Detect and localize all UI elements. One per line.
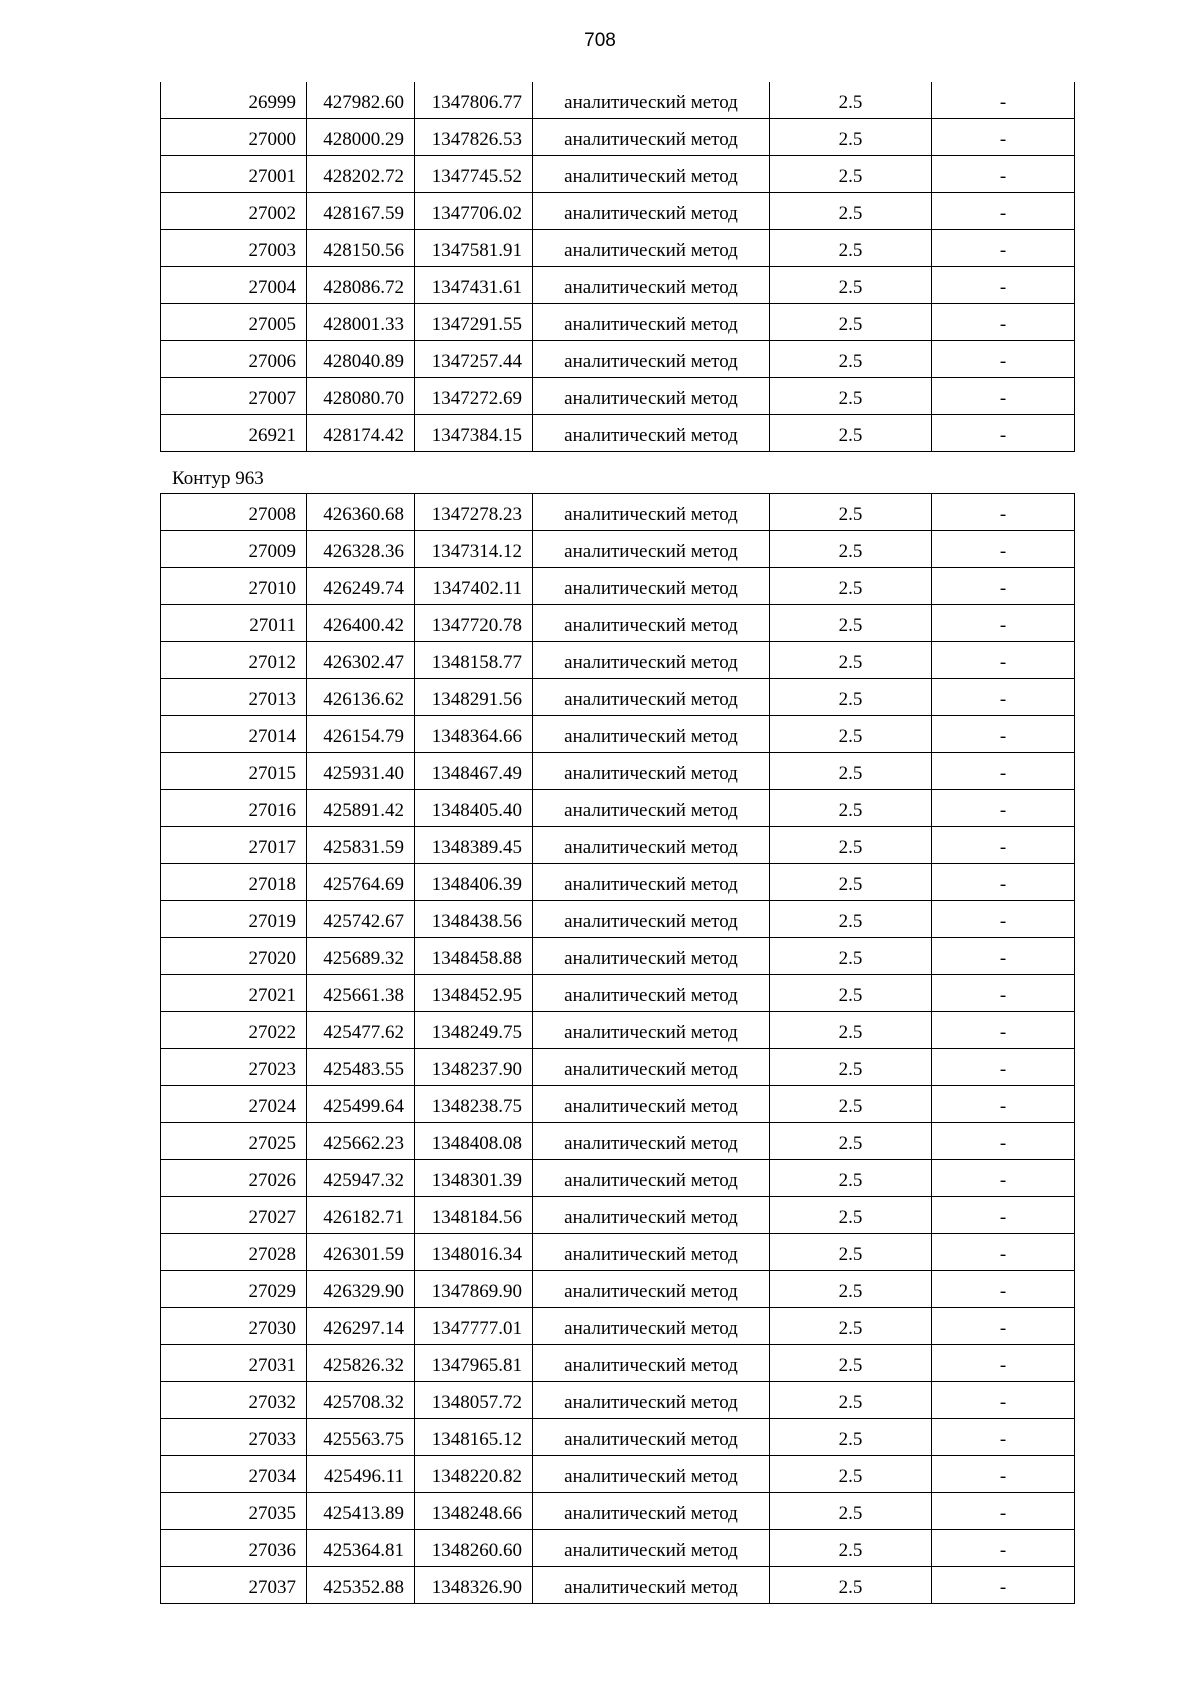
- contour-label: Контур 963: [172, 468, 264, 489]
- description-cell: -: [932, 531, 1075, 568]
- method-cell: аналитический метод: [533, 1456, 770, 1493]
- accuracy-cell: 2.5: [770, 341, 932, 378]
- point-number-cell: 26921: [161, 415, 307, 452]
- x-coordinate-cell: 425499.64: [307, 1086, 415, 1123]
- point-number-cell: 27006: [161, 341, 307, 378]
- x-coordinate-cell: 426154.79: [307, 716, 415, 753]
- accuracy-cell: 2.5: [770, 1049, 932, 1086]
- description-cell: -: [932, 938, 1075, 975]
- point-number-cell: 27027: [161, 1197, 307, 1234]
- accuracy-cell: 2.5: [770, 494, 932, 531]
- table-row: [161, 1197, 1075, 1234]
- accuracy-cell: 2.5: [770, 119, 932, 156]
- accuracy-cell: 2.5: [770, 1123, 932, 1160]
- table-row: [161, 193, 1075, 230]
- method-cell: аналитический метод: [533, 119, 770, 156]
- x-coordinate-cell: 425931.40: [307, 753, 415, 790]
- table-row: [161, 119, 1075, 156]
- x-coordinate-cell: 426297.14: [307, 1308, 415, 1345]
- point-number-cell: 27026: [161, 1160, 307, 1197]
- method-cell: аналитический метод: [533, 156, 770, 193]
- y-coordinate-cell: 1347869.90: [415, 1271, 533, 1308]
- accuracy-cell: 2.5: [770, 1271, 932, 1308]
- point-number-cell: 27024: [161, 1086, 307, 1123]
- description-cell: -: [932, 1419, 1075, 1456]
- method-cell: аналитический метод: [533, 267, 770, 304]
- point-number-cell: 27004: [161, 267, 307, 304]
- point-number-cell: 27028: [161, 1234, 307, 1271]
- x-coordinate-cell: 428174.42: [307, 415, 415, 452]
- x-coordinate-cell: 428167.59: [307, 193, 415, 230]
- accuracy-cell: 2.5: [770, 82, 932, 119]
- x-coordinate-cell: 425563.75: [307, 1419, 415, 1456]
- y-coordinate-cell: 1347777.01: [415, 1308, 533, 1345]
- y-coordinate-cell: 1348405.40: [415, 790, 533, 827]
- accuracy-cell: 2.5: [770, 1012, 932, 1049]
- table-row: [161, 716, 1075, 753]
- description-cell: -: [932, 1271, 1075, 1308]
- accuracy-cell: 2.5: [770, 753, 932, 790]
- point-number-cell: 27017: [161, 827, 307, 864]
- description-cell: -: [932, 1197, 1075, 1234]
- method-cell: аналитический метод: [533, 605, 770, 642]
- table-row: [161, 230, 1075, 267]
- table-row: [161, 415, 1075, 452]
- coordinates-table-top: [160, 82, 1075, 452]
- accuracy-cell: 2.5: [770, 193, 932, 230]
- x-coordinate-cell: 425483.55: [307, 1049, 415, 1086]
- point-number-cell: 27012: [161, 642, 307, 679]
- point-number-cell: 27000: [161, 119, 307, 156]
- description-cell: -: [932, 1086, 1075, 1123]
- y-coordinate-cell: 1348057.72: [415, 1382, 533, 1419]
- table-row: [161, 753, 1075, 790]
- accuracy-cell: 2.5: [770, 1419, 932, 1456]
- x-coordinate-cell: 426301.59: [307, 1234, 415, 1271]
- table-row: [161, 1160, 1075, 1197]
- description-cell: -: [932, 341, 1075, 378]
- table-row: [161, 827, 1075, 864]
- description-cell: -: [932, 901, 1075, 938]
- point-number-cell: 27010: [161, 568, 307, 605]
- accuracy-cell: 2.5: [770, 642, 932, 679]
- method-cell: аналитический метод: [533, 531, 770, 568]
- method-cell: аналитический метод: [533, 494, 770, 531]
- x-coordinate-cell: 426328.36: [307, 531, 415, 568]
- accuracy-cell: 2.5: [770, 1493, 932, 1530]
- y-coordinate-cell: 1347278.23: [415, 494, 533, 531]
- method-cell: аналитический метод: [533, 1160, 770, 1197]
- y-coordinate-cell: 1347384.15: [415, 415, 533, 452]
- point-number-cell: 27033: [161, 1419, 307, 1456]
- accuracy-cell: 2.5: [770, 531, 932, 568]
- method-cell: аналитический метод: [533, 1308, 770, 1345]
- accuracy-cell: 2.5: [770, 716, 932, 753]
- description-cell: -: [932, 494, 1075, 531]
- method-cell: аналитический метод: [533, 975, 770, 1012]
- accuracy-cell: 2.5: [770, 679, 932, 716]
- x-coordinate-cell: 426329.90: [307, 1271, 415, 1308]
- point-number-cell: 27014: [161, 716, 307, 753]
- y-coordinate-cell: 1347806.77: [415, 82, 533, 119]
- point-number-cell: 26999: [161, 82, 307, 119]
- point-number-cell: 27023: [161, 1049, 307, 1086]
- x-coordinate-cell: 425496.11: [307, 1456, 415, 1493]
- table-row: [161, 531, 1075, 568]
- description-cell: -: [932, 1160, 1075, 1197]
- x-coordinate-cell: 425947.32: [307, 1160, 415, 1197]
- method-cell: аналитический метод: [533, 827, 770, 864]
- point-number-cell: 27008: [161, 494, 307, 531]
- x-coordinate-cell: 426249.74: [307, 568, 415, 605]
- table-row: [161, 378, 1075, 415]
- method-cell: аналитический метод: [533, 1419, 770, 1456]
- method-cell: аналитический метод: [533, 901, 770, 938]
- y-coordinate-cell: 1347965.81: [415, 1345, 533, 1382]
- y-coordinate-cell: 1348389.45: [415, 827, 533, 864]
- y-coordinate-cell: 1348408.08: [415, 1123, 533, 1160]
- x-coordinate-cell: 425708.32: [307, 1382, 415, 1419]
- y-coordinate-cell: 1348158.77: [415, 642, 533, 679]
- page-number: 708: [584, 30, 616, 51]
- method-cell: аналитический метод: [533, 341, 770, 378]
- method-cell: аналитический метод: [533, 1012, 770, 1049]
- table-row: [161, 494, 1075, 531]
- point-number-cell: 27034: [161, 1456, 307, 1493]
- x-coordinate-cell: 428150.56: [307, 230, 415, 267]
- point-number-cell: 27021: [161, 975, 307, 1012]
- y-coordinate-cell: 1347291.55: [415, 304, 533, 341]
- description-cell: -: [932, 1308, 1075, 1345]
- table-row: [161, 1123, 1075, 1160]
- table-row: [161, 1382, 1075, 1419]
- description-cell: -: [932, 1493, 1075, 1530]
- y-coordinate-cell: 1348291.56: [415, 679, 533, 716]
- table-row: [161, 1271, 1075, 1308]
- table-row: [161, 1530, 1075, 1567]
- description-cell: -: [932, 1567, 1075, 1604]
- table-row: [161, 864, 1075, 901]
- table-row: [161, 1308, 1075, 1345]
- description-cell: -: [932, 1382, 1075, 1419]
- description-cell: -: [932, 864, 1075, 901]
- table-row: [161, 901, 1075, 938]
- x-coordinate-cell: 426136.62: [307, 679, 415, 716]
- table-row: [161, 1012, 1075, 1049]
- y-coordinate-cell: 1348467.49: [415, 753, 533, 790]
- description-cell: -: [932, 230, 1075, 267]
- x-coordinate-cell: 426182.71: [307, 1197, 415, 1234]
- y-coordinate-cell: 1347314.12: [415, 531, 533, 568]
- table-row: [161, 1345, 1075, 1382]
- table-row: [161, 1419, 1075, 1456]
- description-cell: -: [932, 716, 1075, 753]
- description-cell: -: [932, 1012, 1075, 1049]
- accuracy-cell: 2.5: [770, 901, 932, 938]
- x-coordinate-cell: 425742.67: [307, 901, 415, 938]
- method-cell: аналитический метод: [533, 1234, 770, 1271]
- description-cell: -: [932, 1456, 1075, 1493]
- table-row: [161, 1493, 1075, 1530]
- accuracy-cell: 2.5: [770, 1456, 932, 1493]
- method-cell: аналитический метод: [533, 1086, 770, 1123]
- point-number-cell: 27003: [161, 230, 307, 267]
- description-cell: -: [932, 82, 1075, 119]
- y-coordinate-cell: 1348260.60: [415, 1530, 533, 1567]
- table-row: [161, 304, 1075, 341]
- x-coordinate-cell: 425689.32: [307, 938, 415, 975]
- point-number-cell: 27001: [161, 156, 307, 193]
- table-row: [161, 790, 1075, 827]
- table-row: [161, 156, 1075, 193]
- method-cell: аналитический метод: [533, 1197, 770, 1234]
- description-cell: -: [932, 1049, 1075, 1086]
- point-number-cell: 27036: [161, 1530, 307, 1567]
- description-cell: -: [932, 790, 1075, 827]
- y-coordinate-cell: 1347720.78: [415, 605, 533, 642]
- point-number-cell: 27031: [161, 1345, 307, 1382]
- x-coordinate-cell: 425364.81: [307, 1530, 415, 1567]
- table-row: [161, 1234, 1075, 1271]
- point-number-cell: 27020: [161, 938, 307, 975]
- method-cell: аналитический метод: [533, 1567, 770, 1604]
- method-cell: аналитический метод: [533, 1271, 770, 1308]
- accuracy-cell: 2.5: [770, 1382, 932, 1419]
- description-cell: -: [932, 679, 1075, 716]
- description-cell: -: [932, 1530, 1075, 1567]
- point-number-cell: 27022: [161, 1012, 307, 1049]
- method-cell: аналитический метод: [533, 1345, 770, 1382]
- accuracy-cell: 2.5: [770, 415, 932, 452]
- coordinates-table-contour: [160, 493, 1075, 1604]
- x-coordinate-cell: 425662.23: [307, 1123, 415, 1160]
- x-coordinate-cell: 425352.88: [307, 1567, 415, 1604]
- x-coordinate-cell: 425764.69: [307, 864, 415, 901]
- point-number-cell: 27016: [161, 790, 307, 827]
- accuracy-cell: 2.5: [770, 938, 932, 975]
- table-row: [161, 1456, 1075, 1493]
- y-coordinate-cell: 1347706.02: [415, 193, 533, 230]
- description-cell: -: [932, 193, 1075, 230]
- x-coordinate-cell: 428000.29: [307, 119, 415, 156]
- y-coordinate-cell: 1348238.75: [415, 1086, 533, 1123]
- description-cell: -: [932, 378, 1075, 415]
- accuracy-cell: 2.5: [770, 1308, 932, 1345]
- description-cell: -: [932, 415, 1075, 452]
- table-row: [161, 568, 1075, 605]
- description-cell: -: [932, 605, 1075, 642]
- method-cell: аналитический метод: [533, 753, 770, 790]
- description-cell: -: [932, 642, 1075, 679]
- method-cell: аналитический метод: [533, 230, 770, 267]
- point-number-cell: 27019: [161, 901, 307, 938]
- accuracy-cell: 2.5: [770, 267, 932, 304]
- x-coordinate-cell: 428040.89: [307, 341, 415, 378]
- method-cell: аналитический метод: [533, 716, 770, 753]
- description-cell: -: [932, 1234, 1075, 1271]
- x-coordinate-cell: 425477.62: [307, 1012, 415, 1049]
- method-cell: аналитический метод: [533, 1123, 770, 1160]
- y-coordinate-cell: 1348452.95: [415, 975, 533, 1012]
- y-coordinate-cell: 1348165.12: [415, 1419, 533, 1456]
- accuracy-cell: 2.5: [770, 1160, 932, 1197]
- x-coordinate-cell: 426400.42: [307, 605, 415, 642]
- point-number-cell: 27035: [161, 1493, 307, 1530]
- accuracy-cell: 2.5: [770, 1345, 932, 1382]
- point-number-cell: 27025: [161, 1123, 307, 1160]
- accuracy-cell: 2.5: [770, 1086, 932, 1123]
- y-coordinate-cell: 1348249.75: [415, 1012, 533, 1049]
- accuracy-cell: 2.5: [770, 1234, 932, 1271]
- method-cell: аналитический метод: [533, 679, 770, 716]
- point-number-cell: 27030: [161, 1308, 307, 1345]
- method-cell: аналитический метод: [533, 378, 770, 415]
- point-number-cell: 27002: [161, 193, 307, 230]
- description-cell: -: [932, 119, 1075, 156]
- y-coordinate-cell: 1347745.52: [415, 156, 533, 193]
- method-cell: аналитический метод: [533, 1530, 770, 1567]
- accuracy-cell: 2.5: [770, 1567, 932, 1604]
- description-cell: -: [932, 753, 1075, 790]
- x-coordinate-cell: 426302.47: [307, 642, 415, 679]
- y-coordinate-cell: 1347581.91: [415, 230, 533, 267]
- x-coordinate-cell: 428086.72: [307, 267, 415, 304]
- accuracy-cell: 2.5: [770, 975, 932, 1012]
- x-coordinate-cell: 428202.72: [307, 156, 415, 193]
- method-cell: аналитический метод: [533, 642, 770, 679]
- accuracy-cell: 2.5: [770, 827, 932, 864]
- y-coordinate-cell: 1348326.90: [415, 1567, 533, 1604]
- method-cell: аналитический метод: [533, 193, 770, 230]
- description-cell: -: [932, 1345, 1075, 1382]
- table-row: [161, 1049, 1075, 1086]
- y-coordinate-cell: 1347272.69: [415, 378, 533, 415]
- y-coordinate-cell: 1348301.39: [415, 1160, 533, 1197]
- table-row: [161, 267, 1075, 304]
- description-cell: -: [932, 1123, 1075, 1160]
- method-cell: аналитический метод: [533, 415, 770, 452]
- point-number-cell: 27013: [161, 679, 307, 716]
- accuracy-cell: 2.5: [770, 1530, 932, 1567]
- description-cell: -: [932, 827, 1075, 864]
- point-number-cell: 27029: [161, 1271, 307, 1308]
- x-coordinate-cell: 426360.68: [307, 494, 415, 531]
- point-number-cell: 27015: [161, 753, 307, 790]
- accuracy-cell: 2.5: [770, 378, 932, 415]
- method-cell: аналитический метод: [533, 82, 770, 119]
- accuracy-cell: 2.5: [770, 605, 932, 642]
- method-cell: аналитический метод: [533, 1382, 770, 1419]
- description-cell: -: [932, 267, 1075, 304]
- method-cell: аналитический метод: [533, 1493, 770, 1530]
- method-cell: аналитический метод: [533, 938, 770, 975]
- y-coordinate-cell: 1347431.61: [415, 267, 533, 304]
- table-row: [161, 605, 1075, 642]
- accuracy-cell: 2.5: [770, 568, 932, 605]
- table-row: [161, 679, 1075, 716]
- x-coordinate-cell: 425826.32: [307, 1345, 415, 1382]
- method-cell: аналитический метод: [533, 1049, 770, 1086]
- x-coordinate-cell: 425831.59: [307, 827, 415, 864]
- x-coordinate-cell: 428001.33: [307, 304, 415, 341]
- point-number-cell: 27009: [161, 531, 307, 568]
- table-row: [161, 1567, 1075, 1604]
- table-row: [161, 642, 1075, 679]
- table-row: [161, 1086, 1075, 1123]
- point-number-cell: 27037: [161, 1567, 307, 1604]
- description-cell: -: [932, 975, 1075, 1012]
- x-coordinate-cell: 428080.70: [307, 378, 415, 415]
- description-cell: -: [932, 156, 1075, 193]
- method-cell: аналитический метод: [533, 864, 770, 901]
- y-coordinate-cell: 1348220.82: [415, 1456, 533, 1493]
- description-cell: -: [932, 568, 1075, 605]
- y-coordinate-cell: 1348438.56: [415, 901, 533, 938]
- point-number-cell: 27032: [161, 1382, 307, 1419]
- point-number-cell: 27011: [161, 605, 307, 642]
- method-cell: аналитический метод: [533, 304, 770, 341]
- accuracy-cell: 2.5: [770, 304, 932, 341]
- table-row: [161, 341, 1075, 378]
- y-coordinate-cell: 1348016.34: [415, 1234, 533, 1271]
- y-coordinate-cell: 1347257.44: [415, 341, 533, 378]
- x-coordinate-cell: 425413.89: [307, 1493, 415, 1530]
- table-row: [161, 975, 1075, 1012]
- point-number-cell: 27018: [161, 864, 307, 901]
- y-coordinate-cell: 1348184.56: [415, 1197, 533, 1234]
- accuracy-cell: 2.5: [770, 156, 932, 193]
- table-row: [161, 82, 1075, 119]
- y-coordinate-cell: 1348237.90: [415, 1049, 533, 1086]
- x-coordinate-cell: 427982.60: [307, 82, 415, 119]
- y-coordinate-cell: 1347402.11: [415, 568, 533, 605]
- y-coordinate-cell: 1348458.88: [415, 938, 533, 975]
- method-cell: аналитический метод: [533, 568, 770, 605]
- y-coordinate-cell: 1348364.66: [415, 716, 533, 753]
- accuracy-cell: 2.5: [770, 1197, 932, 1234]
- method-cell: аналитический метод: [533, 790, 770, 827]
- y-coordinate-cell: 1348248.66: [415, 1493, 533, 1530]
- accuracy-cell: 2.5: [770, 864, 932, 901]
- y-coordinate-cell: 1348406.39: [415, 864, 533, 901]
- point-number-cell: 27007: [161, 378, 307, 415]
- accuracy-cell: 2.5: [770, 230, 932, 267]
- table-row: [161, 938, 1075, 975]
- accuracy-cell: 2.5: [770, 790, 932, 827]
- x-coordinate-cell: 425891.42: [307, 790, 415, 827]
- x-coordinate-cell: 425661.38: [307, 975, 415, 1012]
- point-number-cell: 27005: [161, 304, 307, 341]
- y-coordinate-cell: 1347826.53: [415, 119, 533, 156]
- description-cell: -: [932, 304, 1075, 341]
